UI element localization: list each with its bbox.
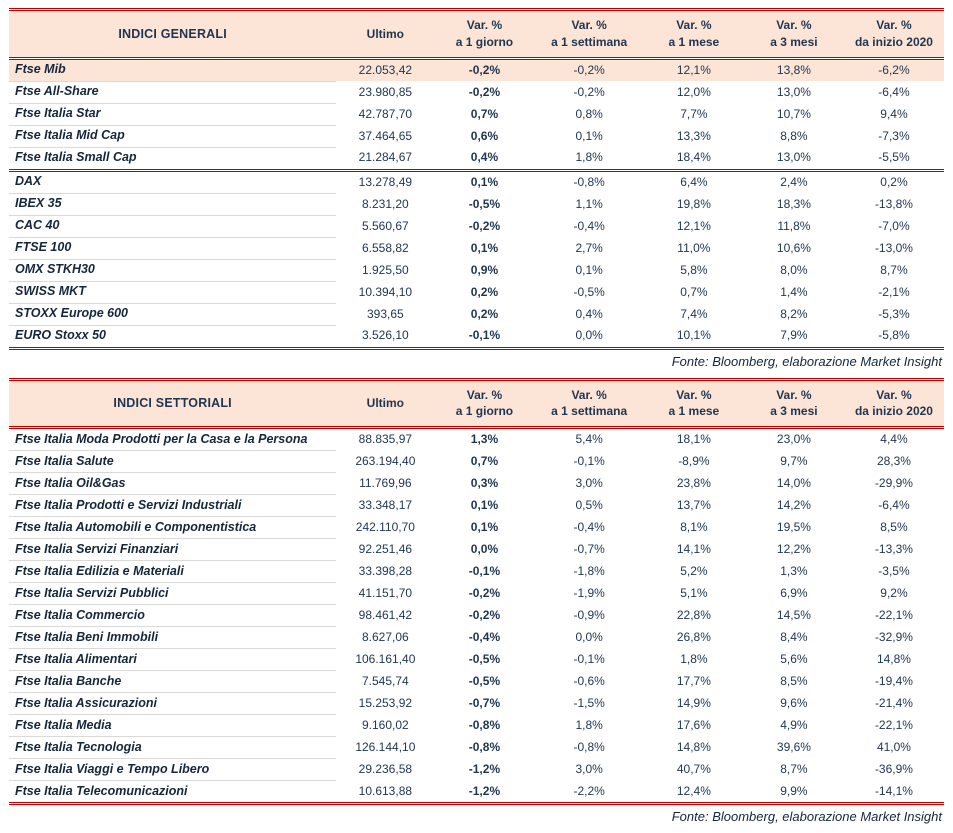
var-value: 5,8% [680,262,708,277]
index-name: EURO Stoxx 50 [9,325,336,348]
var-value: 0,7% [470,454,499,469]
table-row [9,103,944,125]
var-value: 39,6% [776,740,811,755]
var-value: 17,7% [676,674,711,689]
table-row [9,539,944,561]
table-row [9,561,944,583]
var-value: -0,8% [468,740,501,755]
col-header-line1: Var. % [571,18,607,32]
var-value: 19,5% [776,520,811,535]
var-value: -13,0% [874,240,913,255]
col-header-var-1-settimana [534,10,643,59]
index-name: Ftse Italia Edilizia e Materiali [9,561,336,583]
var-value: 8,5% [780,674,808,689]
col-header-var-3-mesi [744,10,844,59]
var-value: 5,6% [780,652,808,667]
var-value: 0,9% [470,262,499,277]
var-value: 23,8% [676,476,711,491]
table-row [9,147,944,170]
var-value: -0,7% [468,696,501,711]
table-row [9,215,944,237]
col-header-line2: a 1 giorno [455,34,514,49]
col-header-line1: Var. % [466,387,503,402]
index-name: Ftse Italia Star [9,103,336,125]
index-name: Ftse Italia Alimentari [9,649,336,671]
col-header-line2: a 3 mesi [770,404,818,419]
table-row [9,81,944,103]
var-value: 14,2% [776,498,811,513]
var-value: -14,1% [874,783,913,798]
var-value: 1,8% [680,652,708,667]
table-title: INDICI SETTORIALI [9,379,336,428]
var-value: -21,4% [874,696,913,711]
col-header-var-da-inizio-2020 [844,10,944,59]
index-name: OMX STKH30 [9,259,336,281]
var-value: 41,0% [876,740,911,755]
col-header-line2: da inizio 2020 [854,34,933,49]
var-value: 12,2% [776,542,811,557]
var-value: -0,1% [468,328,501,343]
index-name: Ftse Italia Servizi Finanziari [9,539,336,561]
var-value: 28,3% [876,454,911,469]
var-value: 0,1% [434,170,534,193]
var-value: -0,4% [468,630,501,645]
ultimo-value: 1.925,50 [361,262,409,277]
var-value: 6,9% [780,586,808,601]
var-value: 1,3% [780,564,808,579]
index-name: Ftse Italia Commercio [9,605,336,627]
var-value: 13,8% [744,58,844,81]
ultimo-value: 9.160,02 [361,718,409,733]
var-value: 0,4% [575,306,603,321]
ultimo-value: 29.236,58 [358,762,413,777]
var-value: 14,0% [776,476,811,491]
ultimo-value: 393,65 [367,306,404,321]
col-header-var-da-inizio-2020 [844,379,944,428]
var-value: -36,9% [874,762,913,777]
var-value: 18,4% [676,150,711,165]
var-value: -7,0% [878,218,910,233]
index-name: Ftse Italia Assicurazioni [9,693,336,715]
col-header-ultimo: Ultimo [336,379,434,428]
col-header-line1: Var. % [876,387,912,402]
source-note: Fonte: Bloomberg, elaborazione Market Insight [671,809,942,825]
col-header-line2: da inizio 2020 [854,404,933,419]
var-value: -1,2% [468,762,501,777]
ultimo-value: 5.560,67 [361,218,409,233]
var-value: 8,8% [780,128,808,143]
table-row [9,259,944,281]
ultimo-value: 263.194,40 [355,454,416,469]
var-value: -0,5% [468,196,501,211]
var-value: -0,2% [468,218,501,233]
var-value: 13,7% [676,498,711,513]
var-value: 0,2% [470,306,499,321]
var-value: -6,4% [878,498,910,513]
var-value: -0,8% [534,170,643,193]
col-header-line1: Var. % [676,18,712,32]
var-value: 12,0% [676,84,711,99]
ultimo-value: 22.053,42 [336,58,434,81]
index-name: Ftse Italia Viaggi e Tempo Libero [9,759,336,781]
indici-settoriali-table [9,378,944,806]
ultimo-value: 13.278,49 [336,170,434,193]
var-value: 13,3% [676,128,711,143]
var-value: 8,5% [880,520,908,535]
var-value: 12,1% [676,218,711,233]
var-value: 8,1% [680,520,708,535]
ultimo-value: 6.558,82 [361,240,409,255]
var-value: -0,1% [573,454,605,469]
ultimo-value: 126.144,10 [355,740,416,755]
table-row [9,693,944,715]
var-value: -1,9% [573,586,605,601]
index-name: Ftse Italia Mid Cap [9,125,336,147]
var-value: 10,6% [776,240,811,255]
var-value: 1,3% [470,432,499,447]
var-value: -1,5% [573,696,605,711]
var-value: -22,1% [874,718,913,733]
var-value: 6,4% [644,170,744,193]
table-row [9,671,944,693]
table-row [9,649,944,671]
section-indici-generali [9,8,944,378]
var-value: -0,8% [573,740,605,755]
var-value: 8,7% [880,262,908,277]
index-name: Ftse Italia Salute [9,451,336,473]
index-name: FTSE 100 [9,237,336,259]
var-value: 19,8% [676,196,711,211]
var-value: -29,9% [874,476,913,491]
var-value: 7,9% [780,328,808,343]
var-value: -6,4% [878,84,910,99]
index-name: STOXX Europe 600 [9,303,336,325]
var-value: 14,1% [676,542,711,557]
ultimo-value: 7.545,74 [361,674,409,689]
index-name: DAX [9,170,336,193]
var-value: 0,0% [575,630,603,645]
var-value: 8,4% [780,630,808,645]
var-value: -0,4% [573,218,605,233]
ultimo-value: 23.980,85 [358,84,413,99]
var-value: 22,8% [676,608,711,623]
var-value: 0,1% [470,520,499,535]
var-value: -0,5% [573,284,605,299]
table-row [9,281,944,303]
index-name: CAC 40 [9,215,336,237]
var-value: -32,9% [874,630,913,645]
header-row [9,379,944,428]
var-value: 10,1% [676,328,711,343]
var-value: -0,2% [468,608,501,623]
index-name: IBEX 35 [9,193,336,215]
table-row [9,781,944,804]
col-header-var-1-mese [644,10,744,59]
var-value: 1,4% [780,284,808,299]
var-value: -1,8% [573,564,605,579]
var-value: 0,2% [844,170,944,193]
ultimo-value: 33.398,28 [358,564,413,579]
var-value: -0,2% [573,84,605,99]
col-header-var-1-mese [644,379,744,428]
table-row [9,451,944,473]
var-value: -1,2% [468,783,501,798]
col-header-line1: Var. % [776,18,812,32]
var-value: 17,6% [676,718,711,733]
col-header-line2: a 1 mese [668,404,720,419]
var-value: 2,4% [744,170,844,193]
index-name: Ftse Italia Beni Immobili [9,627,336,649]
var-value: 14,9% [676,696,711,711]
var-value: 1,8% [575,150,603,165]
var-value: 9,6% [780,696,808,711]
table-title: INDICI GENERALI [9,10,336,59]
var-value: 2,7% [575,240,603,255]
var-value: 0,4% [470,150,499,165]
var-value: -3,5% [878,564,910,579]
var-value: 9,9% [780,783,808,798]
var-value: -8,9% [678,454,710,469]
col-header-var-1-settimana [534,379,643,428]
col-header-line2: a 1 settimana [551,404,628,419]
var-value: 0,1% [470,240,499,255]
table-row [9,473,944,495]
var-value: 13,0% [776,84,811,99]
ultimo-value: 11.769,96 [359,476,412,491]
table-row [9,303,944,325]
ultimo-value: 15.253,92 [358,696,413,711]
var-value: -2,1% [878,284,910,299]
var-value: 3,0% [575,476,603,491]
var-value: -0,9% [573,608,605,623]
var-value: -22,1% [874,608,913,623]
table-row [9,759,944,781]
col-header-line1: Var. % [571,387,607,402]
var-value: 12,4% [676,783,711,798]
table-row [9,583,944,605]
var-value: 9,7% [780,454,808,469]
table-row [9,125,944,147]
var-value: 0,0% [470,542,499,557]
var-value: 0,6% [470,128,499,143]
col-header-line1: Var. % [676,387,712,402]
table-row [9,737,944,759]
var-value: -7,3% [878,128,910,143]
ultimo-value: 8.231,20 [361,196,409,211]
var-value: -0,4% [573,520,605,535]
var-value: 14,5% [776,608,811,623]
var-value: 9,4% [880,106,908,121]
ultimo-value: 41.151,70 [358,586,413,601]
var-value: 10,7% [776,106,811,121]
table-row [9,495,944,517]
index-name: Ftse Italia Banche [9,671,336,693]
var-value: -0,8% [468,718,501,733]
var-value: 12,1% [644,58,744,81]
index-name: SWISS MKT [9,281,336,303]
var-value: -0,2% [434,58,534,81]
ultimo-value: 10.394,10 [358,284,413,299]
col-header-line2: a 3 mesi [770,34,818,49]
ultimo-value: 21.284,67 [358,150,413,165]
section-indici-settoriali [9,378,944,833]
var-value: 5,1% [680,586,708,601]
var-value: -13,3% [874,542,913,557]
col-header-line2: a 1 settimana [551,34,628,49]
var-value: 4,9% [780,718,808,733]
index-name: Ftse Italia Automobili e Componentistica [9,517,336,539]
var-value: -5,8% [878,328,910,343]
index-name: Ftse Italia Telecomunicazioni [9,781,336,804]
ultimo-value: 37.464,65 [358,128,413,143]
table-row [9,428,944,451]
var-value: 0,0% [575,328,603,343]
table-row [9,325,944,348]
table-row [9,170,944,193]
var-value: 5,4% [575,432,603,447]
var-value: -0,6% [573,674,605,689]
var-value: -0,2% [468,84,501,99]
index-name: Ftse Italia Oil&Gas [9,473,336,495]
var-value: -5,3% [878,306,910,321]
indici-generali-table [9,8,944,350]
var-value: 14,8% [676,740,711,755]
index-name: Ftse Italia Media [9,715,336,737]
index-name: Ftse Italia Servizi Pubblici [9,583,336,605]
table-row [9,193,944,215]
col-header-line1: Var. % [776,387,812,402]
col-header-line2: a 1 mese [668,34,720,49]
var-value: 11,8% [777,218,811,233]
var-value: 18,1% [676,432,711,447]
var-value: 1,8% [575,718,603,733]
index-name: Ftse Italia Small Cap [9,147,336,170]
var-value: 0,7% [680,284,708,299]
col-header-ultimo: Ultimo [336,10,434,59]
var-value: -0,2% [468,586,501,601]
ultimo-value: 10.613,88 [358,783,413,798]
ultimo-value: 3.526,10 [361,328,409,343]
index-name: Ftse Italia Tecnologia [9,737,336,759]
index-name: Ftse Mib [9,58,336,81]
table-row [9,58,944,81]
var-value: 0,8% [575,106,603,121]
var-value: 11,0% [677,240,711,255]
var-value: -6,2% [844,58,944,81]
col-header-var-1-giorno [434,379,534,428]
ultimo-value: 33.348,17 [358,498,413,513]
var-value: 8,0% [780,262,808,277]
var-value: -0,1% [573,652,605,667]
var-value: 0,3% [470,476,499,491]
var-value: -0,5% [468,652,501,667]
table-row [9,627,944,649]
col-header-line1: Var. % [876,18,912,32]
var-value: 4,4% [880,432,908,447]
var-value: -19,4% [874,674,913,689]
var-value: 14,8% [876,652,911,667]
var-value: 40,7% [676,762,711,777]
var-value: 23,0% [776,432,811,447]
ultimo-value: 242.110,70 [355,520,415,535]
table-row [9,517,944,539]
var-value: -0,7% [573,542,605,557]
var-value: 8,7% [780,762,808,777]
var-value: 7,7% [680,106,708,121]
var-value: -0,1% [468,564,501,579]
col-header-var-1-giorno [434,10,534,59]
ultimo-value: 92.251,46 [358,542,413,557]
var-value: 3,0% [575,762,603,777]
col-header-line2: a 1 giorno [455,404,514,419]
index-name: Ftse Italia Prodotti e Servizi Industriali [9,495,336,517]
var-value: -13,8% [874,196,913,211]
var-value: -0,5% [468,674,501,689]
var-value: 0,1% [575,128,603,143]
var-value: 13,0% [776,150,811,165]
col-header-line1: Var. % [466,18,503,32]
var-value: 8,2% [780,306,808,321]
index-name: Ftse Italia Moda Prodotti per la Casa e la Persona [9,428,336,451]
var-value: 5,2% [680,564,708,579]
var-value: -0,2% [534,58,643,81]
var-value: -5,5% [878,150,910,165]
var-value: 0,7% [470,106,499,121]
var-value: 26,8% [676,630,711,645]
var-value: 1,1% [575,196,603,211]
table-row [9,237,944,259]
var-value: 9,2% [880,586,908,601]
ultimo-value: 106.161,40 [355,652,416,667]
ultimo-value: 8.627,06 [361,630,409,645]
col-header-var-3-mesi [744,379,844,428]
ultimo-value: 42.787,70 [358,106,413,121]
index-name: Ftse All-Share [9,81,336,103]
var-value: 18,3% [776,196,811,211]
table-row [9,715,944,737]
var-value: 0,1% [470,498,499,513]
ultimo-value: 98.461,42 [358,608,413,623]
var-value: 0,5% [575,498,603,513]
var-value: 0,2% [470,284,499,299]
header-row [9,10,944,59]
ultimo-value: 88.835,97 [358,432,413,447]
var-value: 7,4% [680,306,708,321]
var-value: 0,1% [575,262,603,277]
var-value: -2,2% [573,783,605,798]
source-note: Fonte: Bloomberg, elaborazione Market Insight [671,353,942,369]
table-row [9,605,944,627]
